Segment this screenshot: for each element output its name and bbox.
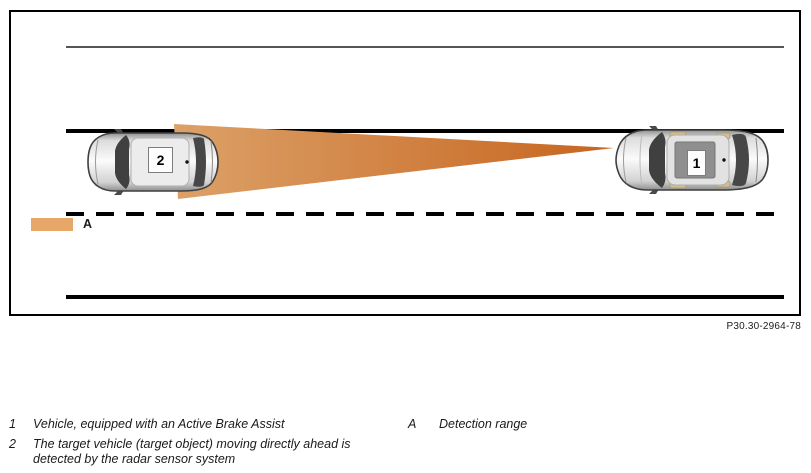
vehicle-1-callout bbox=[687, 150, 706, 176]
detection-range-swatch bbox=[31, 218, 73, 231]
legend-item-2 bbox=[9, 437, 401, 468]
detection-range-key-letter: A bbox=[83, 217, 93, 231]
legend-text: Vehicle, equipped with an Active Brake Assist bbox=[33, 417, 285, 431]
lane-boundary-line-lower bbox=[66, 295, 784, 299]
legend-text: The target vehicle (target object) moving directly ahead is detected by the radar sensor system bbox=[33, 436, 351, 466]
vehicle-2-callout bbox=[148, 147, 173, 173]
radar-detection-cone bbox=[170, 118, 620, 204]
legend-column-left bbox=[9, 417, 401, 472]
legend-text: Detection range bbox=[439, 417, 528, 431]
lane-divider-dashed-line bbox=[66, 212, 784, 216]
figure-part-number: P30.30-2964-78 bbox=[726, 321, 801, 332]
vehicle-1-number: 1 bbox=[692, 155, 701, 171]
road-edge-line-top bbox=[66, 46, 784, 48]
legend-item-a bbox=[408, 417, 798, 433]
legend-key: 1 bbox=[9, 417, 16, 431]
legend-item-1 bbox=[9, 417, 401, 433]
vehicle-2-number: 2 bbox=[156, 152, 165, 168]
legend-key: A bbox=[408, 417, 417, 431]
legend-key: 2 bbox=[9, 436, 16, 451]
legend-column-right bbox=[408, 417, 798, 437]
